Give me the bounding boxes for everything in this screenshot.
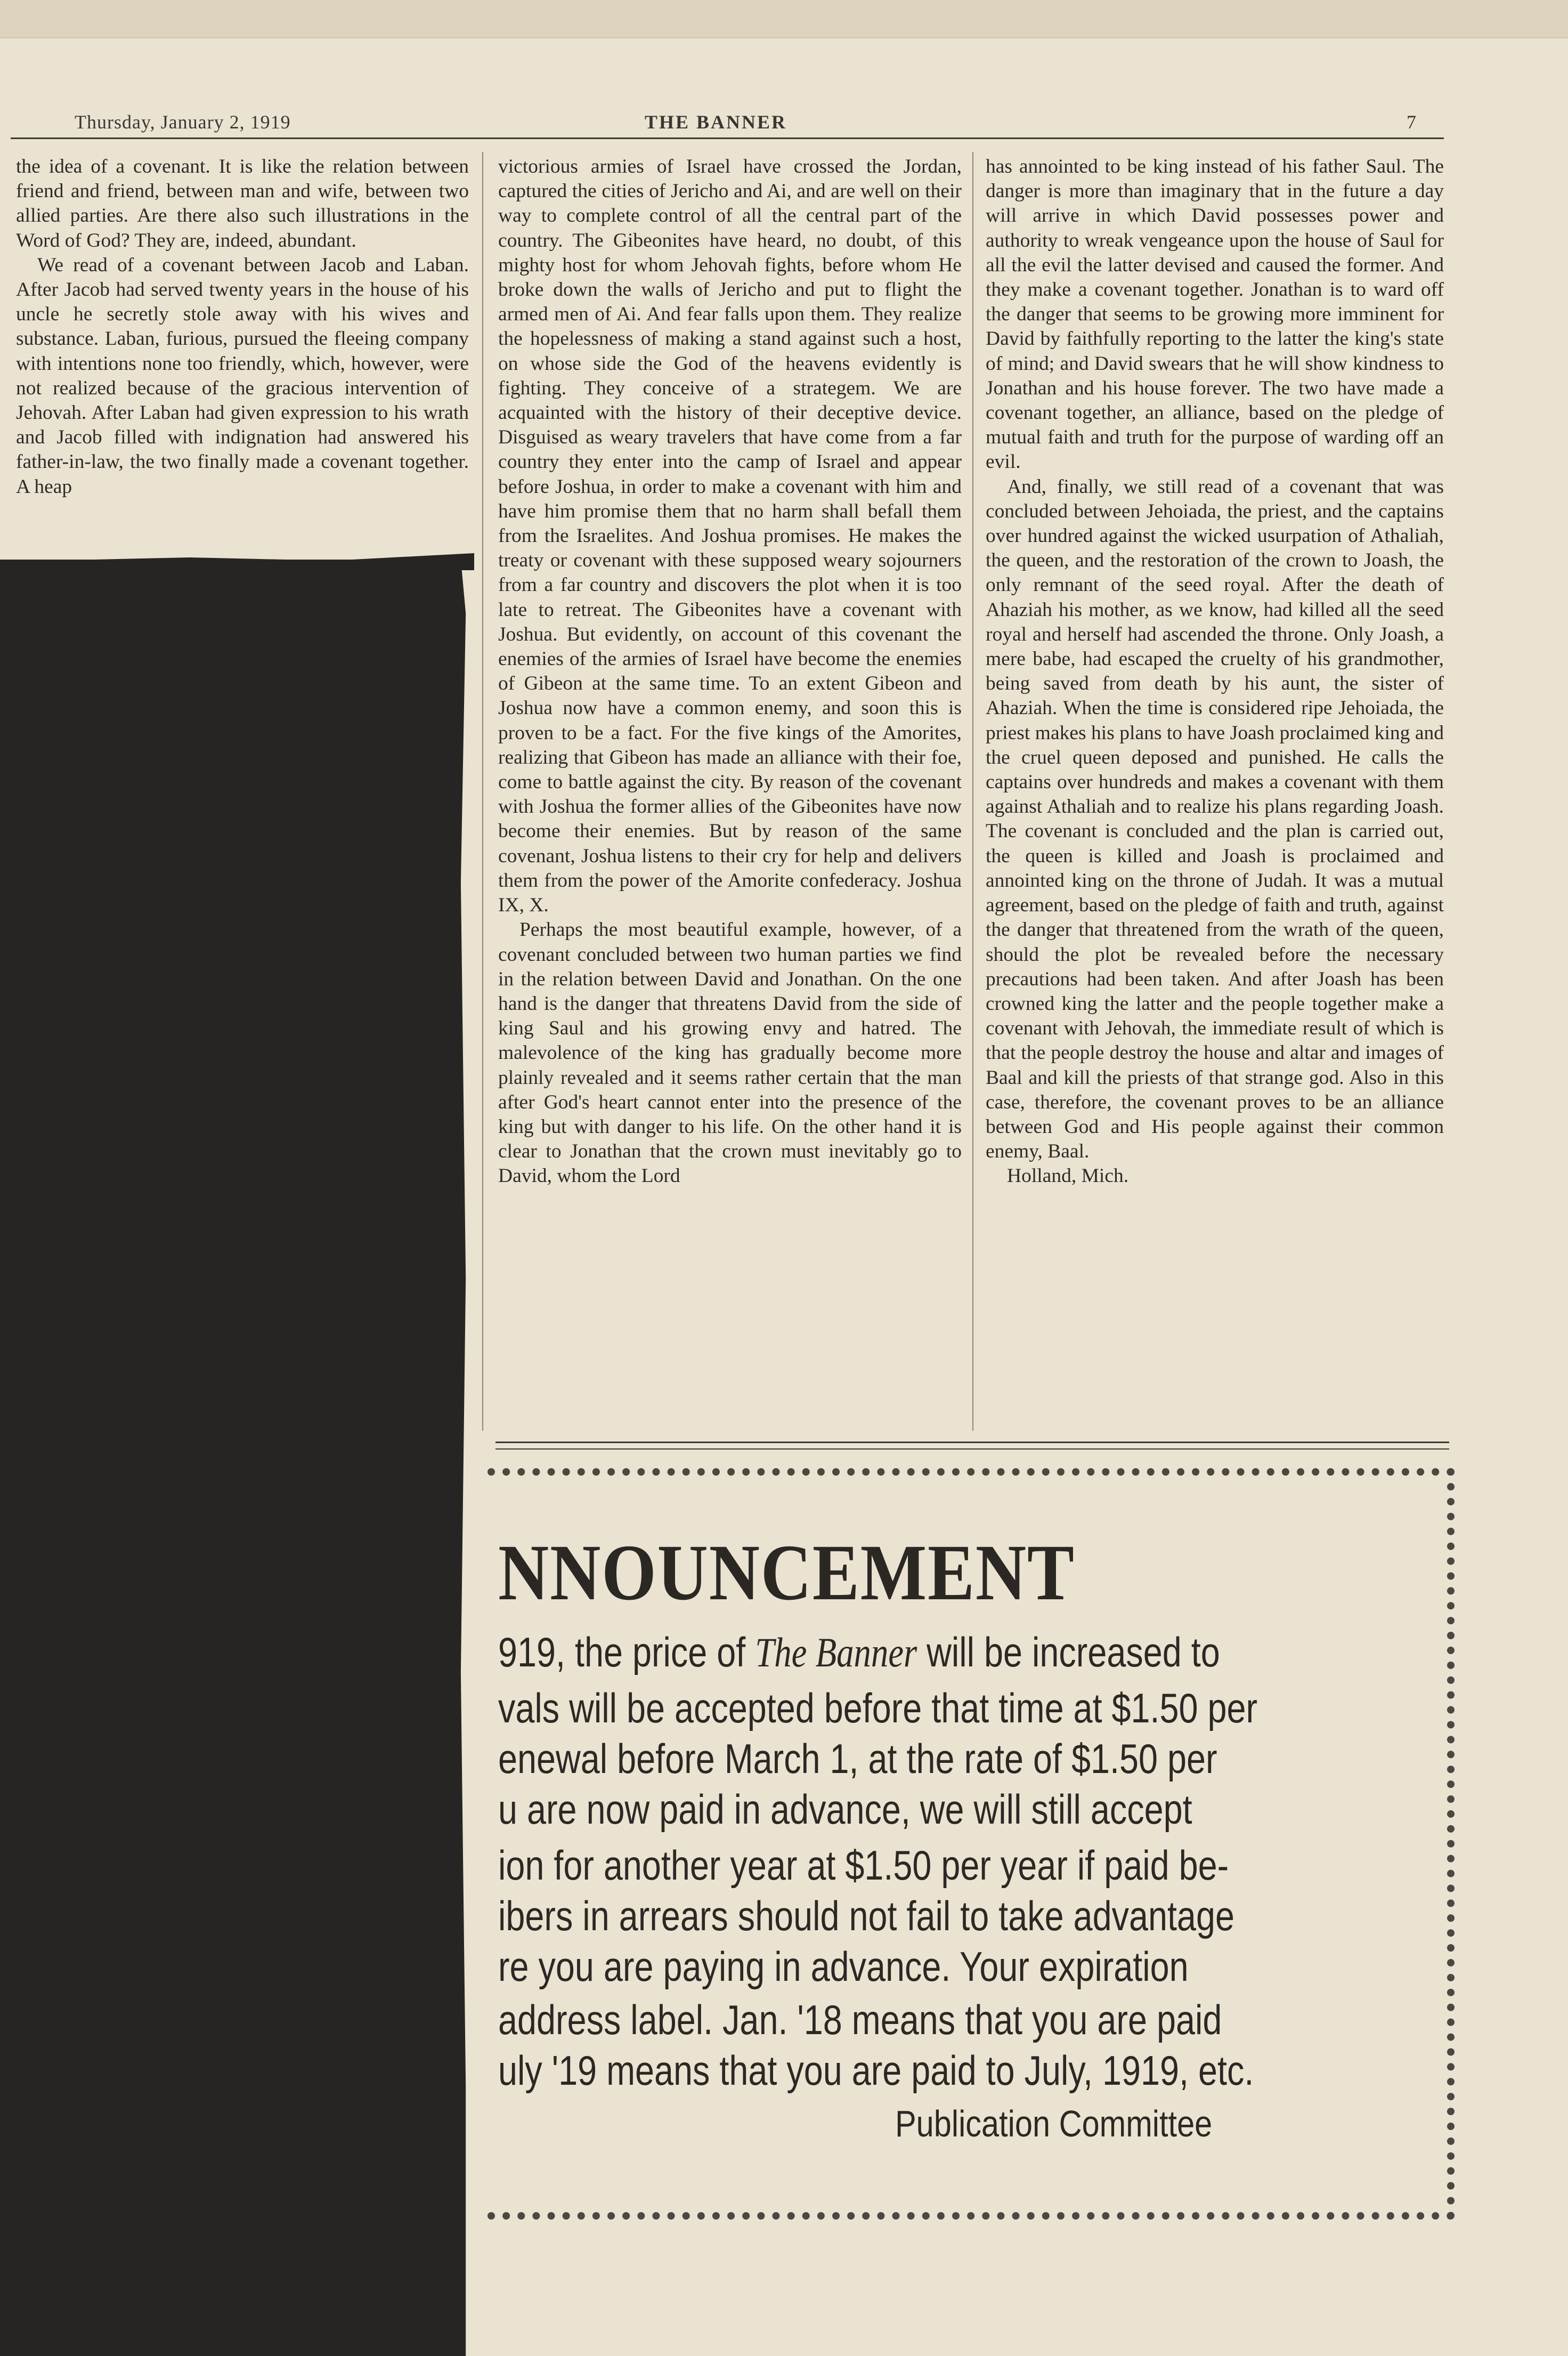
paragraph: And, finally, we still read of a covenant that was concluded between Jehoiada, the priest, and the captains over hundred against the wicked usurpation of Athaliah, the queen, and the restoration of the crown to Joash, the only remnant of the seed royal. After the death of Ahaziah his mother, as we know, had killed all the seed royal and herself had ascended the throne. Only Joash, a mere babe, had escaped the cruelty of his grandmother, being saved from death by his aunt, the sister of Ahaziah. When the time is considered ripe Jehoiada, the priest makes his plans to have Joash proclaimed king and the cruel queen deposed and punished. He calls the captains over hundreds and makes a covenant with them against Athaliah and to realize his plans regarding Joash. The covenant is concluded and the plan is carried out, the queen is killed and Joash is proclaimed and annointed king on the throne of Judah. It was a mutual agreement, based on the pledge of faith and truth, against the danger that threatened from the wrath of the queen, should the plot be revealed before the necessary precautions had been taken. And after Joash has been crowned king the latter and the people together make a covenant with Jehovah, the immediate result of which is that the people destroy the house and altar and images of Baal and kill the priests of that strange god. Also in this case, therefore, the covenant proves to be an alliance between God and His people against their common enemy, Baal. (986, 475, 1444, 1163)
page-header (32, 107, 1460, 139)
paragraph: We read of a covenant between Jacob and Laban. After Jacob had served twenty years in the house of his uncle he secretly stole away with his wives and substance. Laban, furious, pursued the fleeing company with intentions none too friendly, which, however, were not realized because of the gracious intervention of Jehovah. After Laban had given expression to his wrath and Jacob filled with indignation had answered his father-in-law, the two finally made a covenant together. A heap (16, 254, 469, 498)
issue-date: Thursday, January 2, 1919 (75, 111, 291, 133)
paragraph: Perhaps the most beautiful example, however, of a covenant concluded between two human parties we find in the relation between David and Jonathan. On the one hand is the danger that threatens David from the side of king Saul and his growing envy and hatred. The malevolence of the king has gradually become more plainly revealed and it seems rather certain that the man after God's heart cannot enter into the presence of the king but with danger to his life. On the other hand it is clear to Jonathan that the crown must inevitably go to David, whom the Lord (498, 919, 962, 1187)
announcement-line: enewal before March 1, at the rate of $1.50 per (498, 1735, 1217, 1782)
announcement-title: NNOUNCEMENT (498, 1528, 1075, 1617)
column-2 (498, 155, 962, 1189)
torn-top-edge (0, 0, 1568, 38)
paragraph: has annointed to be king instead of his father Saul. The danger is more than imaginary that in the future a day will arrive in which David possesses power and authority to wreak vengeance upon the house of Saul for all the evil the latter devised and caused the former. And they make a covenant together. Jonathan is to ward off the danger that seems to be growing more imminent for David by faithfully reporting to the latter the king's state of mind; and David swears that he will show kindness to Jonathan and his house forever. The two have made a covenant together, an alliance, based on the pledge of mutual faith and truth for the purpose of warding off an evil. (986, 156, 1444, 473)
column-divider (972, 152, 973, 1431)
announcement-line: 919, the price of The Banner will be increased to (498, 1629, 1220, 1675)
column-divider (482, 152, 483, 1431)
publication-name: THE BANNER (645, 111, 787, 133)
article-end-rule (495, 1442, 1449, 1443)
article-end-rule (495, 1448, 1449, 1450)
column-3 (986, 155, 1444, 1189)
column-1 (16, 155, 469, 560)
announcement-line: ibers in arrears should not fail to take advantage (498, 1892, 1234, 1939)
announcement-signature: Publication Committee (895, 2103, 1213, 2144)
announcement-line: vals will be accepted before that time at $1.50 per (498, 1685, 1258, 1731)
header-rule (11, 137, 1444, 139)
announcement-line: u are now paid in advance, we will still accept (498, 1786, 1192, 1833)
dateline: Holland, Mich. (1007, 1165, 1129, 1187)
announcement-line: address label. Jan. '18 means that you are paid (498, 1996, 1222, 2043)
announcement-line: re you are paying in advance. Your expiration (498, 1943, 1189, 1990)
paragraph: the idea of a covenant. It is like the relation between friend and friend, between man and wife, between two allied parties. Are there also such illustrations in the Word of God? They are, indeed, abundant. (16, 156, 469, 252)
paragraph: victorious armies of Israel have crossed the Jordan, captured the cities of Jericho and Ai, and are well on their way to complete control of all the central part of the country. The Gibeonites have heard, no doubt, of this mighty host for whom Jehovah fights, before whom He broke down the walls of Jericho and put to flight the armed men of Ai. And fear falls upon them. They realize the hopelessness of making a stand against such a host, on whose side the God of the heavens evidently is fighting. They conceive of a strategem. We are acquainted with the history of their deceptive device. Disguised as weary travelers that have come from a far country they enter into the camp of Israel and appear before Joshua, in order to make a covenant with him and have him promise them that no harm shall befall them from the Israelites. And Joshua promises. He makes the treaty or covenant with these supposed weary sojourners from a far country and discovers the plot when it is too late to retreat. The Gibeonites have a covenant with Joshua. But evidently, on account of this covenant the enemies of the armies of Israel have become the enemies of Gibeon at the same time. To an extent Gibeon and Joshua now have a common enemy, and soon this is proven to be a fact. For the five kings of the Amorites, realizing that Gibeon has made an alliance with their foe, come to battle against the city. By reason of the covenant with Joshua the former allies of the Gibeonites have now become their enemies. But by reason of the same covenant, Joshua listens to their cry for help and delivers them from the power of the Amorite confederacy. Joshua IX, X. (498, 156, 962, 917)
announcement-line: ion for another year at $1.50 per year if paid be- (498, 1842, 1229, 1889)
announcement-line: uly '19 means that you are paid to July, 1919, etc. (498, 2047, 1254, 2094)
missing-paper-area (0, 560, 495, 2356)
page-number: 7 (1407, 111, 1417, 133)
